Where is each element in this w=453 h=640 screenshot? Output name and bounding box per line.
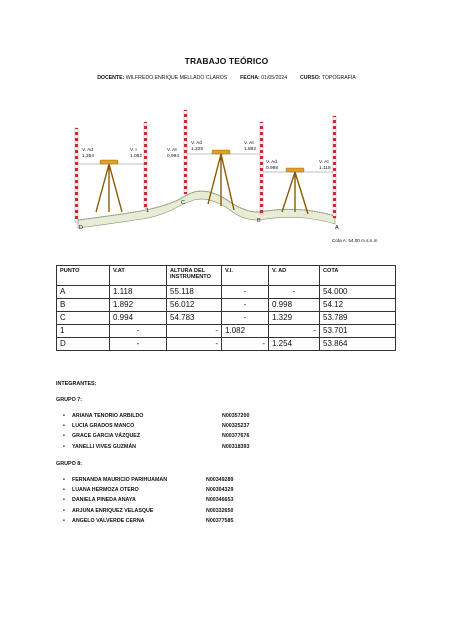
cell: C (57, 312, 110, 325)
tripod-instrument-1 (96, 160, 122, 212)
point-label-a: A (335, 225, 339, 231)
list-item (63, 475, 234, 485)
member-code: N00346653 (206, 497, 234, 504)
col-header-cota: COTA (320, 266, 396, 286)
document-title: TRABAJO TEÓRICO (184, 56, 269, 66)
bullet-icon: • (63, 413, 65, 419)
grupo8-member-list (63, 475, 234, 526)
cell: 1.254 (269, 338, 320, 351)
bullet-icon: • (63, 507, 65, 514)
leveling-diagram (60, 108, 400, 248)
point-label-b: B (257, 218, 261, 224)
cell: 1.118 (110, 286, 167, 299)
cell: - (167, 325, 222, 338)
col-header-vad: V. AD (269, 266, 320, 286)
cell: 53.701 (320, 325, 396, 338)
cell: - (269, 286, 320, 299)
reading-label-6: V. Ad (266, 160, 278, 165)
point-label-c: C (181, 200, 185, 206)
cell: 56.012 (167, 299, 222, 312)
cell: - (222, 312, 269, 325)
member-name: LUANA HERMOZA OTERO (72, 487, 139, 494)
member-code: N00349289 (206, 477, 234, 483)
cell: B (57, 299, 110, 312)
col-header-vi: V.I. (222, 266, 269, 286)
point-label-d: D (79, 225, 83, 231)
reading-value-4: 1.329 (191, 147, 204, 152)
cell: 54.783 (167, 312, 222, 325)
member-code: N00377676 (222, 433, 250, 440)
list-item (63, 495, 234, 505)
reading-value-7: 1.118 (319, 166, 331, 171)
cell: - (110, 325, 167, 338)
cell: - (110, 338, 167, 351)
cota-note: Cota A: 54.00 m.s.n.m (332, 238, 378, 243)
reading-label-1: V. Ad (82, 148, 94, 153)
bullet-icon: • (63, 517, 65, 524)
document-info-line (0, 75, 453, 81)
member-name: GRACE GARCIA VÁZQUEZ (72, 433, 141, 440)
cell: 1.082 (222, 325, 269, 338)
cell: 53.864 (320, 338, 396, 351)
grupo8-heading: GRUPO 8: (56, 461, 83, 467)
member-name: LUCIA GRADOS MANCO (72, 423, 135, 430)
tripod-instrument-3 (282, 168, 308, 214)
member-name: DANIELA PINEDA ANAYA (72, 497, 136, 504)
cell: 53.789 (320, 312, 396, 325)
reading-label-3: V. At (167, 148, 177, 153)
bullet-icon: • (63, 433, 65, 440)
list-item (63, 506, 234, 516)
docente-label: DOCENTE: (97, 75, 125, 81)
reading-label-5: V. At (244, 141, 254, 146)
list-item (63, 431, 250, 441)
bullet-icon: • (63, 443, 65, 450)
table-row (57, 299, 396, 312)
list-item (63, 485, 234, 495)
cell: 54.000 (320, 286, 396, 299)
col-header-altura: ALTURA DEL INSTRUMENTO (167, 266, 222, 286)
terrain-profile (78, 191, 335, 228)
member-code: N00304329 (206, 487, 234, 494)
grupo7-heading: GRUPO 7: (56, 397, 83, 403)
table-row (57, 338, 396, 351)
rod-c (184, 110, 187, 194)
curso-value: TOPOGRAFÍA (321, 75, 356, 81)
rod-1 (144, 122, 147, 208)
reading-value-2: 1.082 (130, 154, 143, 159)
curso-label: CURSO: (300, 75, 321, 81)
bullet-icon: • (63, 487, 65, 494)
reading-label-2: V. I (130, 148, 137, 153)
member-name: ANGELO VALVERDE CERNA (72, 517, 145, 524)
cell: - (167, 338, 222, 351)
cell: D (57, 338, 110, 351)
cell: 0.994 (110, 312, 167, 325)
cell: 0.998 (269, 299, 320, 312)
list-item (63, 411, 250, 421)
table-row (57, 325, 396, 338)
member-code: N00325237 (222, 423, 250, 430)
bullet-icon: • (63, 477, 65, 483)
member-code: N00377585 (206, 517, 234, 524)
list-item (63, 421, 250, 431)
reading-value-6: 0.998 (266, 166, 279, 171)
docente-value: WILFREDO ENRIQUE MELLADO CLAROS (125, 75, 228, 81)
member-code: N00357200 (222, 413, 250, 419)
fecha-label: FECHA: (240, 75, 260, 81)
bullet-icon: • (63, 423, 65, 430)
rod-b (260, 122, 263, 214)
reading-value-5: 1.892 (244, 147, 257, 152)
member-name: YANELLI VIVES GUZMÁN (72, 443, 136, 450)
col-header-vat: V.AT (110, 266, 167, 286)
cell: 1.892 (110, 299, 167, 312)
table-header-row (57, 266, 396, 286)
cell: 55.118 (167, 286, 222, 299)
member-code: N00318393 (222, 443, 250, 450)
cell: 1 (57, 325, 110, 338)
cell: 54.12 (320, 299, 396, 312)
reading-value-3: 0.994 (167, 154, 180, 159)
table-row (57, 312, 396, 325)
rod-a (333, 116, 336, 218)
cell: - (269, 325, 320, 338)
member-name: FERNANDA MAURICIO PARIHUAMAN (72, 477, 168, 483)
col-header-punto: PUNTO (57, 266, 110, 286)
cell: - (222, 338, 269, 351)
member-name: ARIANA TENORIO ARBILDO (72, 413, 144, 419)
cell: - (222, 286, 269, 299)
cell: 1.329 (269, 312, 320, 325)
cell: A (57, 286, 110, 299)
reading-label-7: V. At (319, 160, 329, 165)
member-name: ARJUNA ENRIQUEZ VELASQUE (72, 507, 154, 514)
member-code: N00332650 (206, 507, 234, 514)
cell: - (222, 299, 269, 312)
leveling-rods (75, 110, 336, 222)
bullet-icon: • (63, 497, 65, 504)
reading-label-4: V. Ad (191, 141, 203, 146)
reading-value-1: 1.254 (82, 154, 95, 159)
point-label-1: 1 (146, 208, 150, 214)
leveling-table (56, 265, 396, 351)
list-item (63, 442, 250, 452)
rod-d (75, 128, 78, 222)
integrantes-heading: INTEGRANTES: (56, 381, 97, 387)
fecha-value: 01/05/2024 (261, 75, 288, 81)
grupo7-member-list (63, 411, 250, 452)
table-row (57, 286, 396, 299)
list-item (63, 516, 234, 526)
